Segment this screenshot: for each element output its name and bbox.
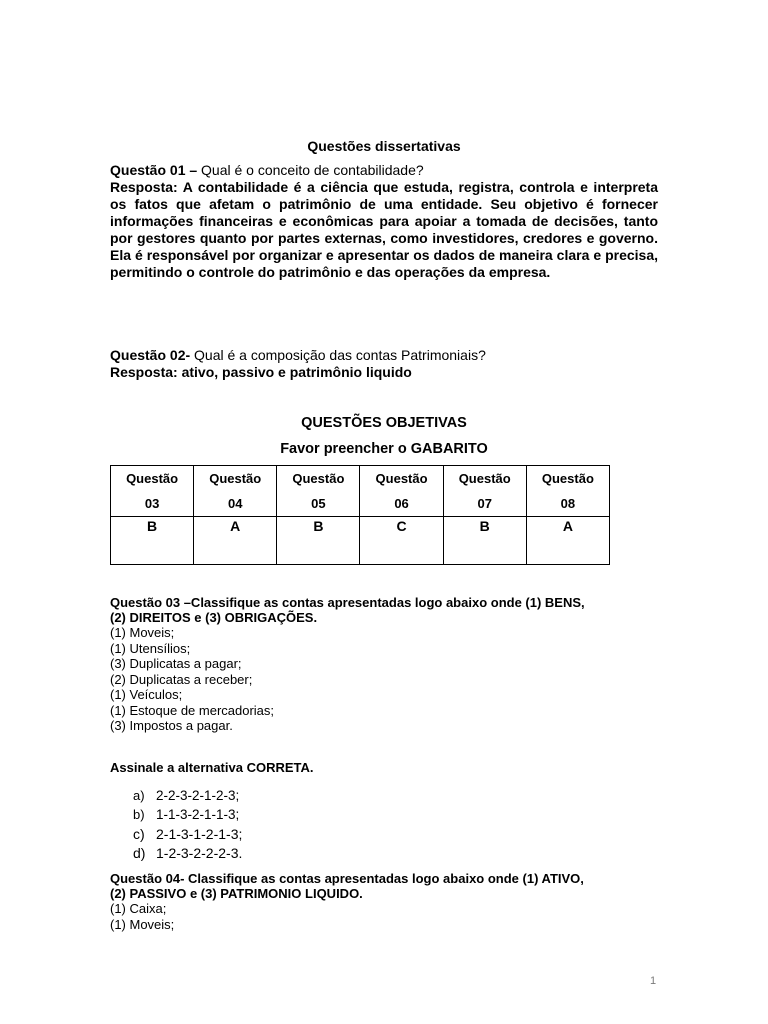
gabarito-table [110, 465, 610, 565]
gabarito-header-cell: Questão 08 [526, 466, 609, 517]
option-letter: b) [133, 807, 145, 822]
q1-question: Qual é o conceito de contabilidade? [197, 162, 424, 178]
option-text: 1-2-3-2-2-2-3. [156, 844, 243, 861]
q3-instruction: Assinale a alternativa CORRETA. [110, 760, 314, 775]
gabarito-answer-row [111, 517, 610, 565]
option-letter: d) [133, 844, 146, 861]
option-b[interactable] [133, 805, 242, 824]
gabarito-header-cell: Questão 05 [277, 466, 360, 517]
gabarito-header-cell: Questão 07 [443, 466, 526, 517]
objective-subtitle: Favor preencher o GABARITO [280, 441, 488, 457]
page-number: 1 [650, 975, 657, 987]
list-item: (2) Duplicatas a receber; [110, 671, 253, 687]
option-c[interactable] [133, 824, 242, 843]
gabarito-header-row [111, 466, 610, 517]
q3-title-line2: (2) DIREITOS e (3) OBRIGAÇÕES. [110, 610, 318, 625]
option-d[interactable] [133, 843, 242, 862]
q4-account-list [110, 901, 658, 932]
list-item: (1) Moveis; [110, 625, 175, 640]
option-text: 2-2-3-2-1-2-3; [156, 788, 240, 803]
option-text: 2-1-3-1-2-1-3; [156, 825, 243, 842]
gabarito-header-cell: Questão 06 [360, 466, 443, 517]
gabarito-header-cell: Questão 03 [111, 466, 194, 517]
q4-title-line2: (2) PASSIVO e (3) PATRIMONIO LIQUIDO. [110, 886, 363, 901]
gabarito-answer-cell[interactable]: C [360, 517, 443, 565]
gabarito-header-cell: Questão 04 [194, 466, 277, 517]
list-item: (1) Moveis; [110, 916, 175, 932]
gabarito-answer-cell[interactable]: A [526, 517, 609, 565]
question-02 [110, 347, 658, 381]
list-item: (1) Caixa; [110, 901, 167, 916]
q3-account-list [110, 625, 658, 734]
option-letter: c) [133, 825, 145, 842]
q4-title-line1: Questão 04- Classifique as contas apresentadas logo abaixo onde (1) ATIVO, [110, 871, 584, 886]
list-item: (1) Veículos; [110, 687, 183, 702]
list-item: (1) Utensílios; [110, 640, 191, 656]
question-04 [110, 871, 658, 932]
q3-options [133, 786, 242, 862]
q2-question: Qual é a composição das contas Patrimoniais? [190, 347, 486, 363]
list-item: (1) Estoque de mercadorias; [110, 702, 275, 718]
page-heading: Questões dissertativas [307, 138, 461, 154]
list-item: (3) Impostos a pagar. [110, 718, 233, 733]
question-03 [110, 595, 658, 734]
gabarito-answer-cell[interactable]: B [443, 517, 526, 565]
option-text: 1-1-3-2-1-1-3; [156, 807, 240, 822]
gabarito-answer-cell[interactable]: B [111, 517, 194, 565]
q3-title-line1: Questão 03 –Classifique as contas apresentadas logo abaixo onde (1) BENS, [110, 595, 585, 610]
option-a[interactable] [133, 786, 242, 805]
gabarito-answer-cell[interactable]: B [277, 517, 360, 565]
objective-title: QUESTÕES OBJETIVAS [301, 415, 467, 431]
list-item: (3) Duplicatas a pagar; [110, 656, 242, 671]
q1-answer: Resposta: A contabilidade é a ciência que estuda, registra, controla e interpreta os fatos que afetam o patrimônio de uma entidade. Seu objetivo é fornecer informações financeiras e econômicas para apoiar a tomada de decisões, tanto por gestores quanto por partes externas, como investidores, credores e governo. Ela é responsável por organizar e apresentar os dados de maneira clara e precisa, permitindo o controle do patrimônio e das operações da empresa. [110, 179, 658, 280]
gabarito-answer-cell[interactable]: A [194, 517, 277, 565]
q2-answer: Resposta: ativo, passivo e patrimônio liquido [110, 364, 412, 380]
question-01 [110, 162, 658, 281]
q1-label: Questão 01 – [110, 162, 198, 178]
option-letter: a) [133, 788, 145, 803]
q2-label: Questão 02- [110, 347, 191, 363]
